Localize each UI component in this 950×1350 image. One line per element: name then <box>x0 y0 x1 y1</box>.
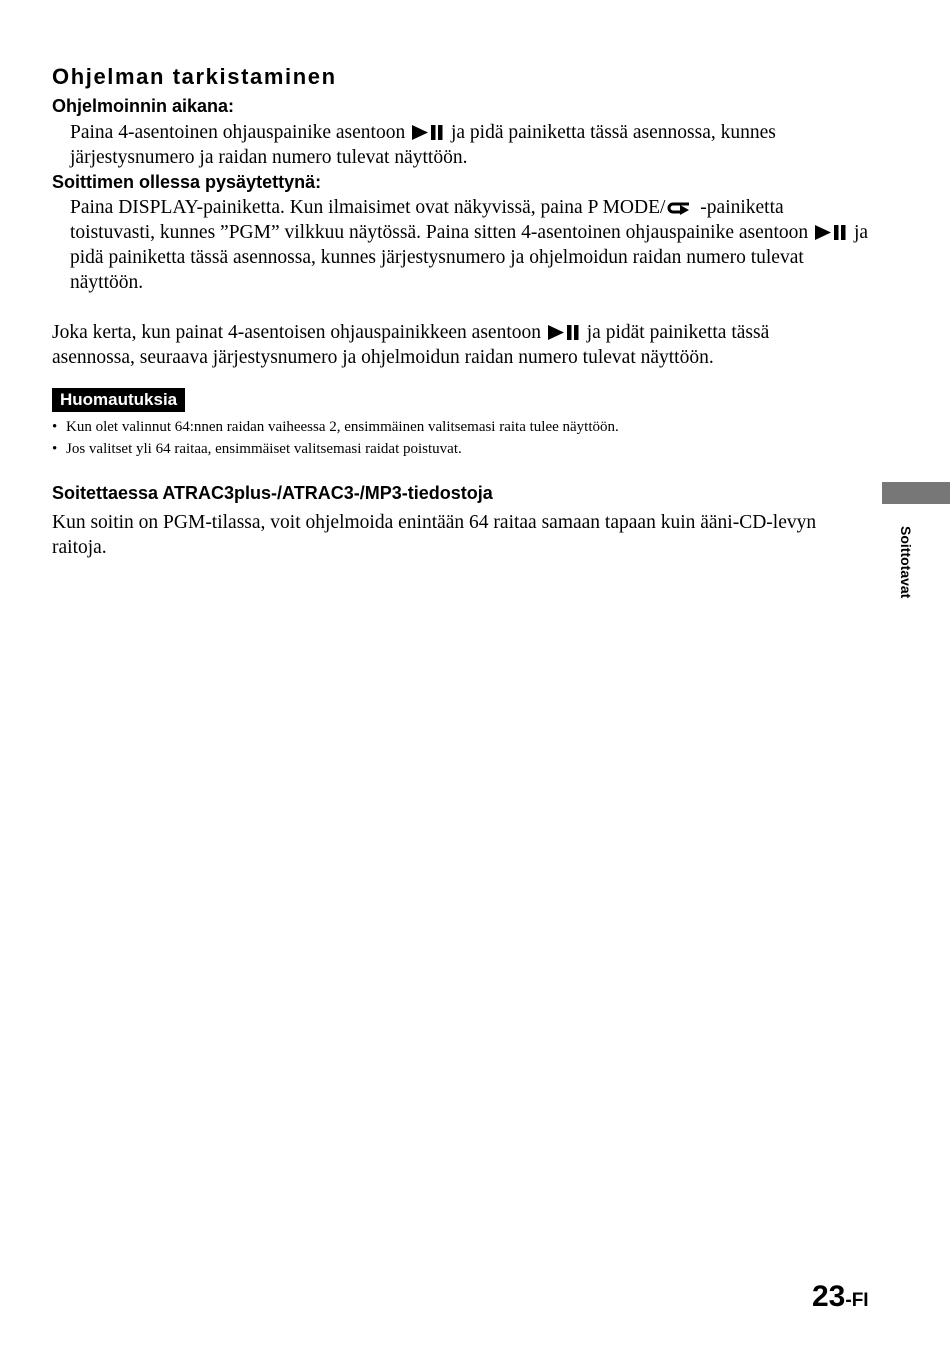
note-item: • Jos valitset yli 64 raitaa, ensimmäiset valitsemasi raidat poistuvat. <box>52 438 852 460</box>
stopped-text <box>70 195 870 295</box>
notes-list <box>52 416 852 460</box>
page-number-value: 23 <box>812 1280 846 1313</box>
notes-label: Huomautuksia <box>52 388 185 412</box>
play-pause-icon <box>815 225 847 240</box>
side-tab-marker <box>882 482 950 504</box>
atrac-title: Soitettaessa ATRAC3plus-/ATRAC3-/MP3-tiedostoja <box>52 483 493 503</box>
programming-title: Ohjelmoinnin aikana: <box>52 96 235 116</box>
atrac-text: Kun soitin on PGM-tilassa, voit ohjelmoida enintään 64 raitaa samaan tapaan kuin ääni-CD-levyn raitoja. <box>52 512 817 558</box>
note-item: • Kun olet valinnut 64:nnen raidan vaiheessa 2, ensimmäinen valitsemasi raita tulee näyttöön. <box>52 416 852 438</box>
stopped-title: Soittimen ollessa pysäytettynä: <box>52 172 322 192</box>
programming-text-before: Paina 4-asentoinen ohjauspainike asentoon <box>70 122 406 143</box>
each-time-text-after: ja pidät painiketta tässä asennossa, seuraava järjestysnumero ja ohjelmoidun raidan numero tulevat näyttöön. <box>52 322 770 368</box>
each-time-paragraph <box>52 320 842 370</box>
stopped-text-part3: ja pidä painiketta tässä asennossa, kunnes järjestysnumero ja ohjelmoidun raidan numero tulevat näyttöön. <box>70 222 869 293</box>
play-pause-icon <box>548 325 580 340</box>
repeat-icon <box>667 201 693 215</box>
page-number <box>812 1280 869 1314</box>
play-pause-icon <box>412 125 444 140</box>
side-tab-label: Soittotavat <box>898 525 914 599</box>
programming-text <box>70 120 870 170</box>
stopped-text-part2: -painiketta toistuvasti, kunnes ”PGM” vilkkuu näytössä. Paina sitten 4-asentoinen ohjauspainike asentoon <box>70 197 809 243</box>
page-number-suffix: -FI <box>845 1290 869 1311</box>
programming-text-after: ja pidä painiketta tässä asennossa, kunnes järjestysnumero ja raidan numero tulevat näyttöön. <box>70 122 776 168</box>
stopped-text-part1: Paina DISPLAY-painiketta. Kun ilmaisimet ovat näkyvissä, paina P MODE/ <box>70 197 666 218</box>
page-heading: Ohjelman tarkistaminen <box>52 64 337 89</box>
each-time-text-before: Joka kerta, kun painat 4-asentoisen ohjauspainikkeen asentoon <box>52 322 541 343</box>
